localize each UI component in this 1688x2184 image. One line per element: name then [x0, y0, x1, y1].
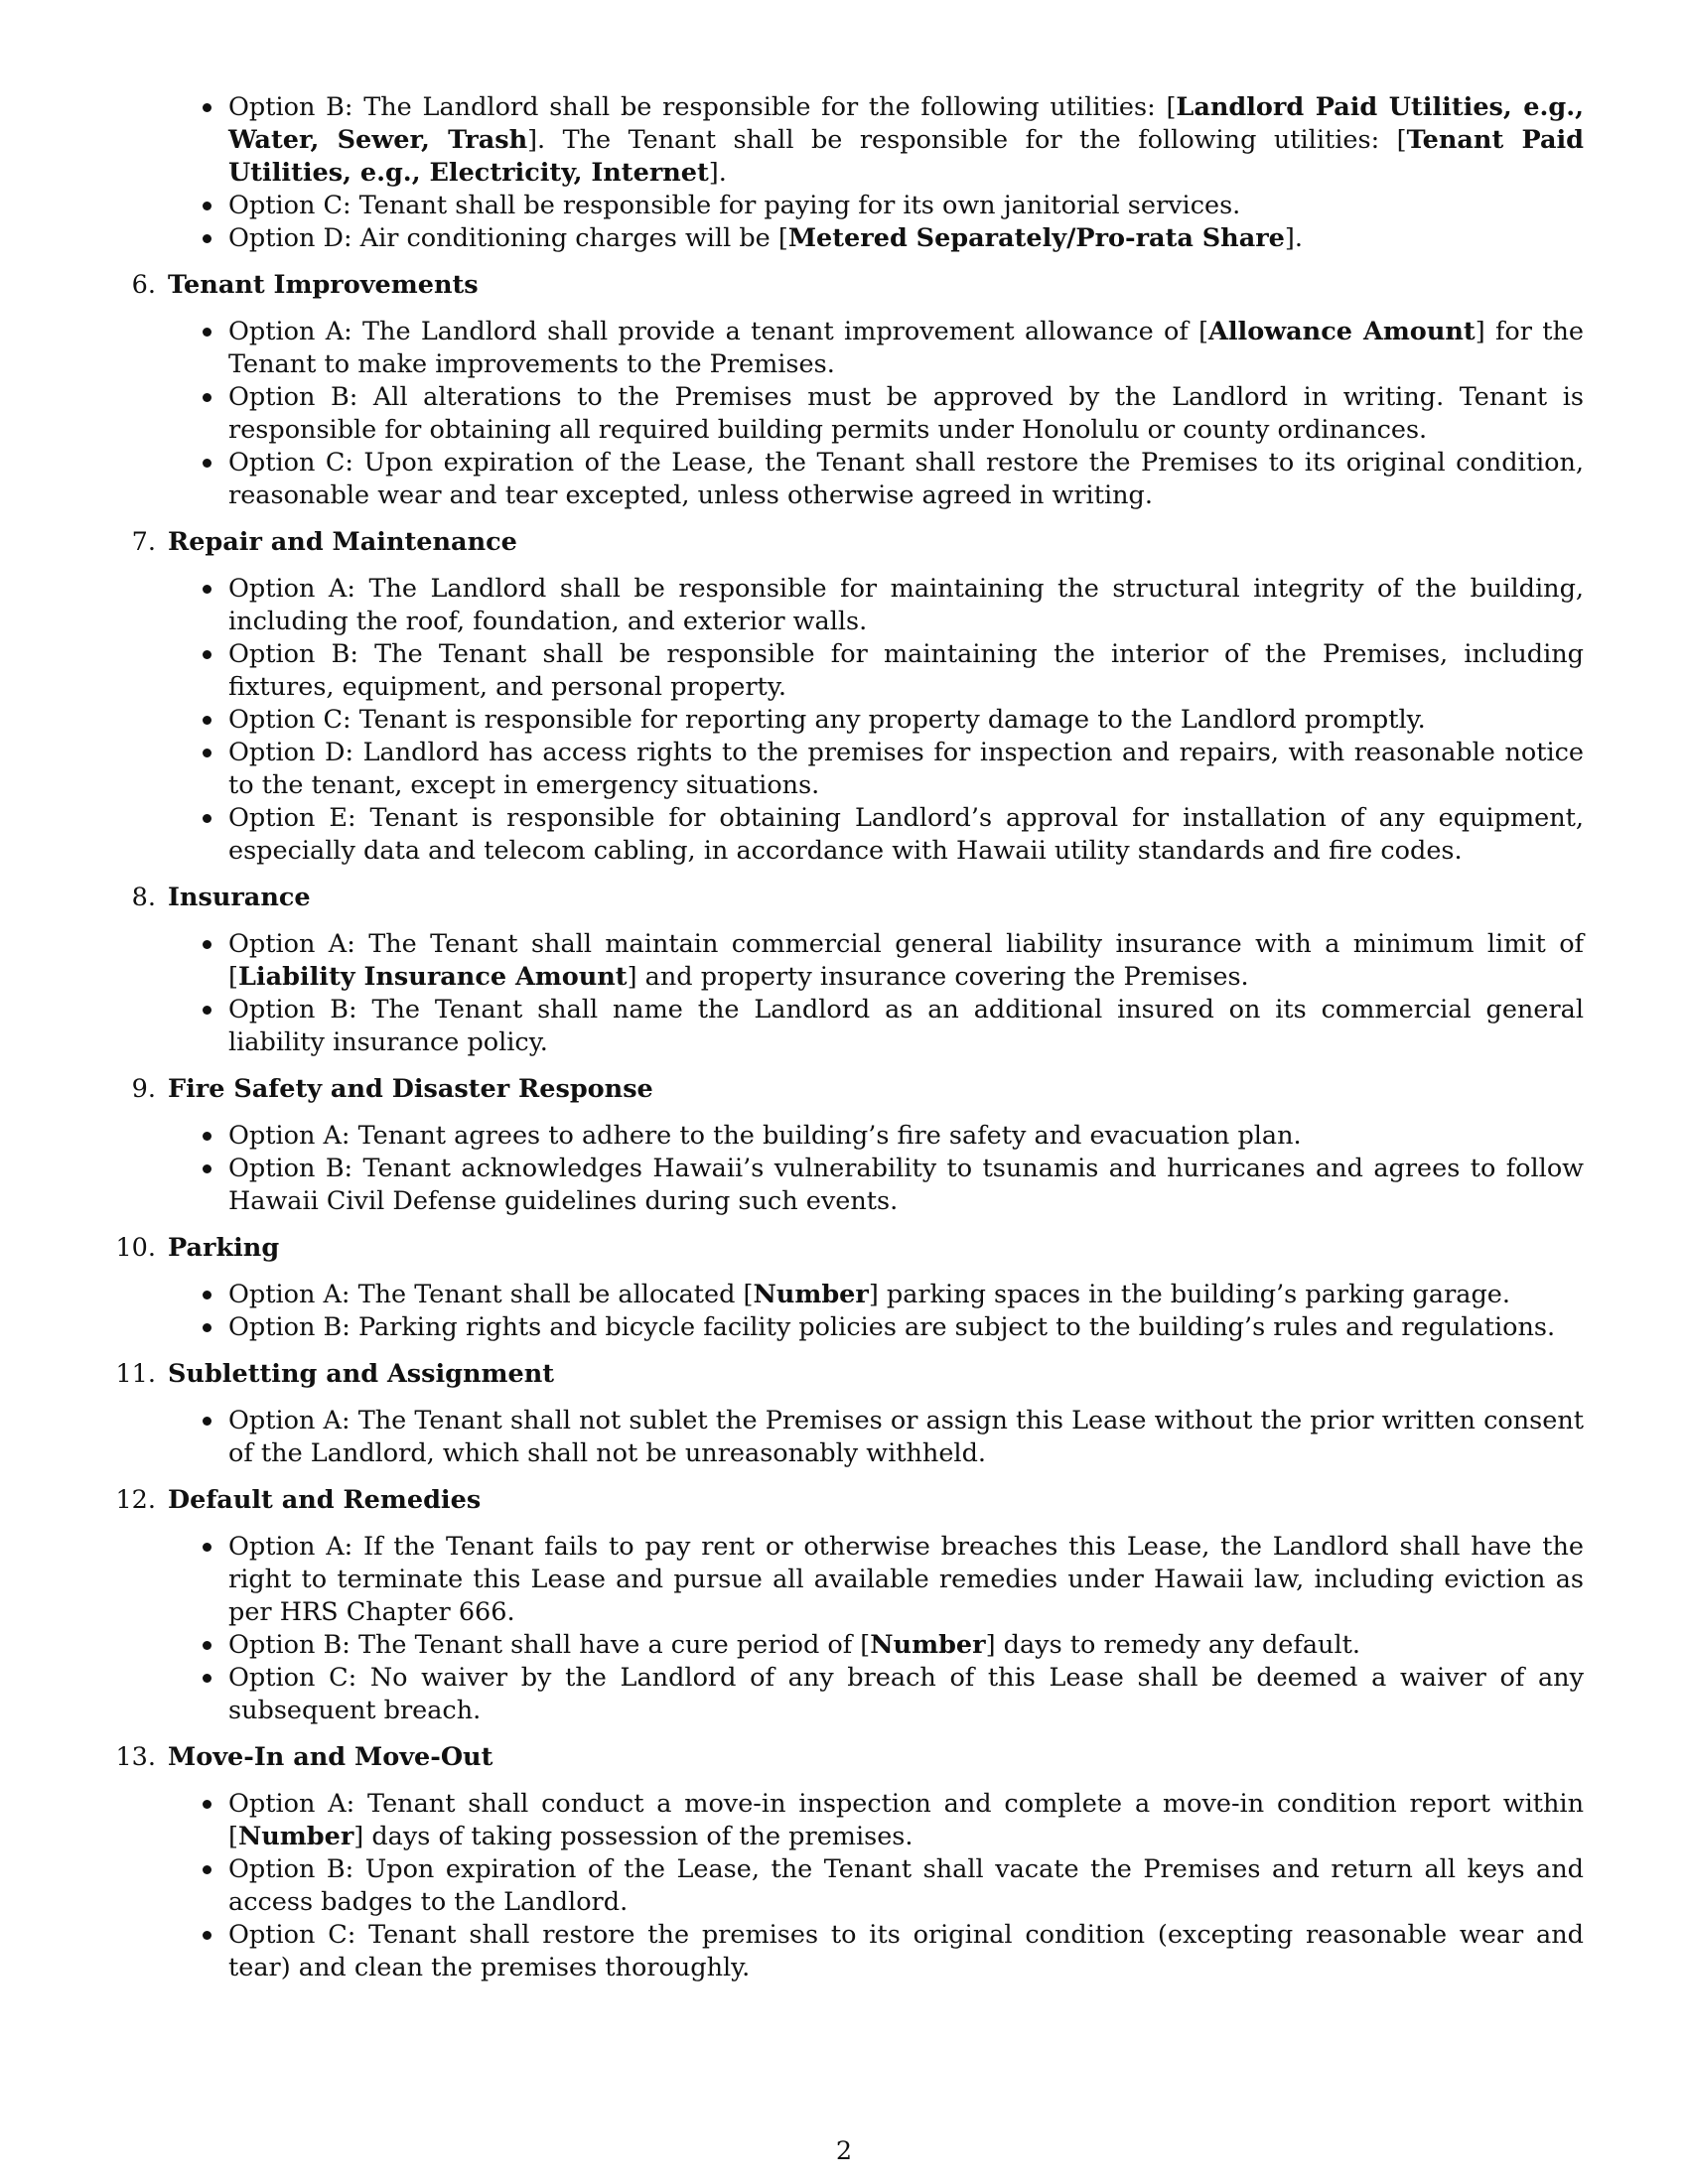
- section-tenant-improvements: [131, 269, 1584, 512]
- section-number: 10.: [115, 1233, 156, 1263]
- option-text-part: Option B: The Landlord shall be responsible for the following utilities: [: [228, 92, 1177, 122]
- option-text-part: Option B: All alterations to the Premises must be approved by the Landlord in writing. Tenant is responsible for obtaining all required building permits under Honolulu or county ordinances.: [228, 382, 1584, 445]
- section-number: 6.: [131, 270, 156, 300]
- section-move-in-move-out: [115, 1741, 1584, 1984]
- option-item: [164, 737, 1584, 802]
- section-insurance: [131, 882, 1584, 1059]
- option-text-part: Option C: Tenant is responsible for reporting any property damage to the Landlord promptly.: [228, 705, 1426, 735]
- section-number: 12.: [115, 1485, 156, 1515]
- option-text-part: Option C: Upon expiration of the Lease, the Tenant shall restore the Premises to its original condition, reasonable wear and tear excepted, unless otherwise agreed in writing.: [228, 448, 1584, 510]
- option-text-part: Option E: Tenant is responsible for obtaining Landlord’s approval for installation of any equipment, especially data and telecom cabling, in accordance with Hawaii utility standards and fire codes.: [228, 803, 1584, 866]
- option-list: [164, 1788, 1584, 1984]
- page-number: 2: [835, 2136, 853, 2166]
- option-list: [164, 573, 1584, 868]
- option-item: [164, 1279, 1584, 1311]
- placeholder-field: Liability Insurance Amount: [237, 962, 628, 992]
- option-item: [164, 1788, 1584, 1853]
- option-item: [164, 638, 1584, 704]
- section-title: Subletting and Assignment: [168, 1359, 555, 1389]
- option-list: [164, 1531, 1584, 1727]
- section-default-and-remedies: [115, 1484, 1584, 1727]
- option-item: [164, 928, 1584, 994]
- option-list: [164, 1405, 1584, 1470]
- option-text-part: Option A: The Tenant shall not sublet the Premises or assign this Lease without the prior written consent of the Landlord, which shall not be unreasonably withheld.: [228, 1406, 1584, 1468]
- section-subletting: [115, 1358, 1584, 1470]
- section-title: Repair and Maintenance: [168, 527, 517, 557]
- placeholder-field: Landlord Paid Utilities, e.g., Water, Sewer, Trash: [228, 92, 1584, 155]
- section-number: 9.: [131, 1074, 156, 1104]
- option-text-part: Option A: The Landlord shall be responsible for maintaining the structural integrity of the building, including the roof, foundation, and exterior walls.: [228, 574, 1584, 636]
- option-item: [164, 1919, 1584, 1984]
- option-text-part: Option B: The Tenant shall name the Landlord as an additional insured on its commercial general liability insurance policy.: [228, 995, 1584, 1057]
- option-text-part: ] days of taking possession of the premises.: [353, 1822, 914, 1851]
- option-text-part: Option B: The Tenant shall be responsible for maintaining the interior of the Premises, including fixtures, equipment, and personal property.: [228, 639, 1584, 702]
- placeholder-field: Number: [237, 1822, 354, 1851]
- option-text-part: ] and property insurance covering the Premises.: [627, 962, 1249, 992]
- option-list: [164, 91, 1584, 255]
- continued-section: [164, 91, 1584, 255]
- option-item: [164, 1629, 1584, 1662]
- section-title: Default and Remedies: [168, 1485, 482, 1515]
- option-item: [164, 91, 1584, 190]
- option-text-part: Option B: Tenant acknowledges Hawaii’s vulnerability to tsunamis and hurricanes and agrees to follow Hawaii Civil Defense guidelines during such events.: [228, 1154, 1584, 1216]
- section-title: Move-In and Move-Out: [168, 1742, 493, 1772]
- section-fire-safety: [131, 1073, 1584, 1218]
- option-text-part: ].: [708, 158, 727, 188]
- option-text-part: Option D: Air conditioning charges will be [: [228, 223, 788, 253]
- option-text-part: Option A: Tenant agrees to adhere to the building’s fire safety and evacuation plan.: [228, 1121, 1302, 1151]
- section-heading: [115, 1358, 1584, 1391]
- option-item: [164, 316, 1584, 381]
- option-text-part: ].: [1284, 223, 1303, 253]
- option-text-part: Option A: The Tenant shall be allocated [: [228, 1280, 754, 1309]
- section-title: Tenant Improvements: [168, 270, 479, 300]
- section-number: 13.: [115, 1742, 156, 1772]
- option-item: [164, 1153, 1584, 1218]
- section-heading: [131, 882, 1584, 914]
- option-text-part: ] days to remedy any default.: [985, 1630, 1360, 1660]
- placeholder-field: Metered Separately/Pro-rata Share: [787, 223, 1285, 253]
- section-heading: [131, 526, 1584, 559]
- option-text-part: Option B: Parking rights and bicycle facility policies are subject to the building’s rules and regulations.: [228, 1312, 1556, 1342]
- option-text-part: Option C: Tenant shall restore the premises to its original condition (excepting reasonable wear and tear) and clean the premises thoroughly.: [228, 1920, 1584, 1982]
- option-item: [164, 1405, 1584, 1470]
- option-item: [164, 1120, 1584, 1153]
- section-number: 8.: [131, 883, 156, 912]
- option-item: [164, 1662, 1584, 1727]
- option-text-part: ]. The Tenant shall be responsible for the following utilities: [: [527, 125, 1407, 155]
- option-item: [164, 447, 1584, 512]
- option-text-part: Option A: If the Tenant fails to pay rent or otherwise breaches this Lease, the Landlord shall have the right to terminate this Lease and pursue all available remedies under Hawaii law, including eviction as per HRS Chapter 666.: [228, 1532, 1584, 1627]
- placeholder-field: Number: [753, 1280, 869, 1309]
- option-text-part: Option A: The Landlord shall provide a tenant improvement allowance of [: [228, 317, 1209, 346]
- section-heading: [115, 1741, 1584, 1774]
- option-item: [164, 381, 1584, 447]
- section-parking: [115, 1232, 1584, 1344]
- option-item: [164, 573, 1584, 638]
- option-text-part: ] parking spaces in the building’s parking garage.: [868, 1280, 1510, 1309]
- section-heading: [131, 1073, 1584, 1106]
- option-text-part: Option A: Tenant shall conduct a move-in inspection and complete a move-in condition report within [: [228, 1789, 1584, 1851]
- section-number: 7.: [131, 527, 156, 557]
- placeholder-field: Tenant Paid Utilities, e.g., Electricity, Internet: [228, 125, 1584, 188]
- option-text-part: Option C: No waiver by the Landlord of any breach of this Lease shall be deemed a waiver of any subsequent breach.: [228, 1663, 1584, 1725]
- section-number: 11.: [115, 1359, 156, 1389]
- option-item: [164, 802, 1584, 868]
- option-item: [164, 1853, 1584, 1919]
- option-item: [164, 222, 1584, 255]
- option-item: [164, 704, 1584, 737]
- option-item: [164, 1531, 1584, 1629]
- option-text-part: Option A: The Tenant shall maintain commercial general liability insurance with a minimum limit of [: [228, 929, 1584, 992]
- option-list: [164, 1279, 1584, 1344]
- option-text-part: ] for the Tenant to make improvements to the Premises.: [228, 317, 1584, 379]
- option-list: [164, 1120, 1584, 1218]
- option-item: [164, 190, 1584, 222]
- option-item: [164, 1311, 1584, 1344]
- option-text-part: Option B: Upon expiration of the Lease, the Tenant shall vacate the Premises and return all keys and access badges to the Landlord.: [228, 1854, 1584, 1917]
- section-heading: [115, 1484, 1584, 1517]
- section-heading: [115, 1232, 1584, 1265]
- option-list: [164, 316, 1584, 512]
- section-title: Insurance: [168, 883, 311, 912]
- option-text-part: Option B: The Tenant shall have a cure period of [: [228, 1630, 871, 1660]
- document-body: [115, 91, 1584, 1998]
- placeholder-field: Number: [870, 1630, 986, 1660]
- section-title: Parking: [168, 1233, 280, 1263]
- section-heading: [131, 269, 1584, 302]
- option-item: [164, 994, 1584, 1059]
- placeholder-field: Allowance Amount: [1208, 317, 1476, 346]
- option-text-part: Option C: Tenant shall be responsible for paying for its own janitorial services.: [228, 191, 1241, 220]
- section-title: Fire Safety and Disaster Response: [168, 1074, 653, 1104]
- section-repair-and-maintenance: [131, 526, 1584, 868]
- option-text-part: Option D: Landlord has access rights to the premises for inspection and repairs, with reasonable notice to the tenant, except in emergency situations.: [228, 738, 1584, 800]
- option-list: [164, 928, 1584, 1059]
